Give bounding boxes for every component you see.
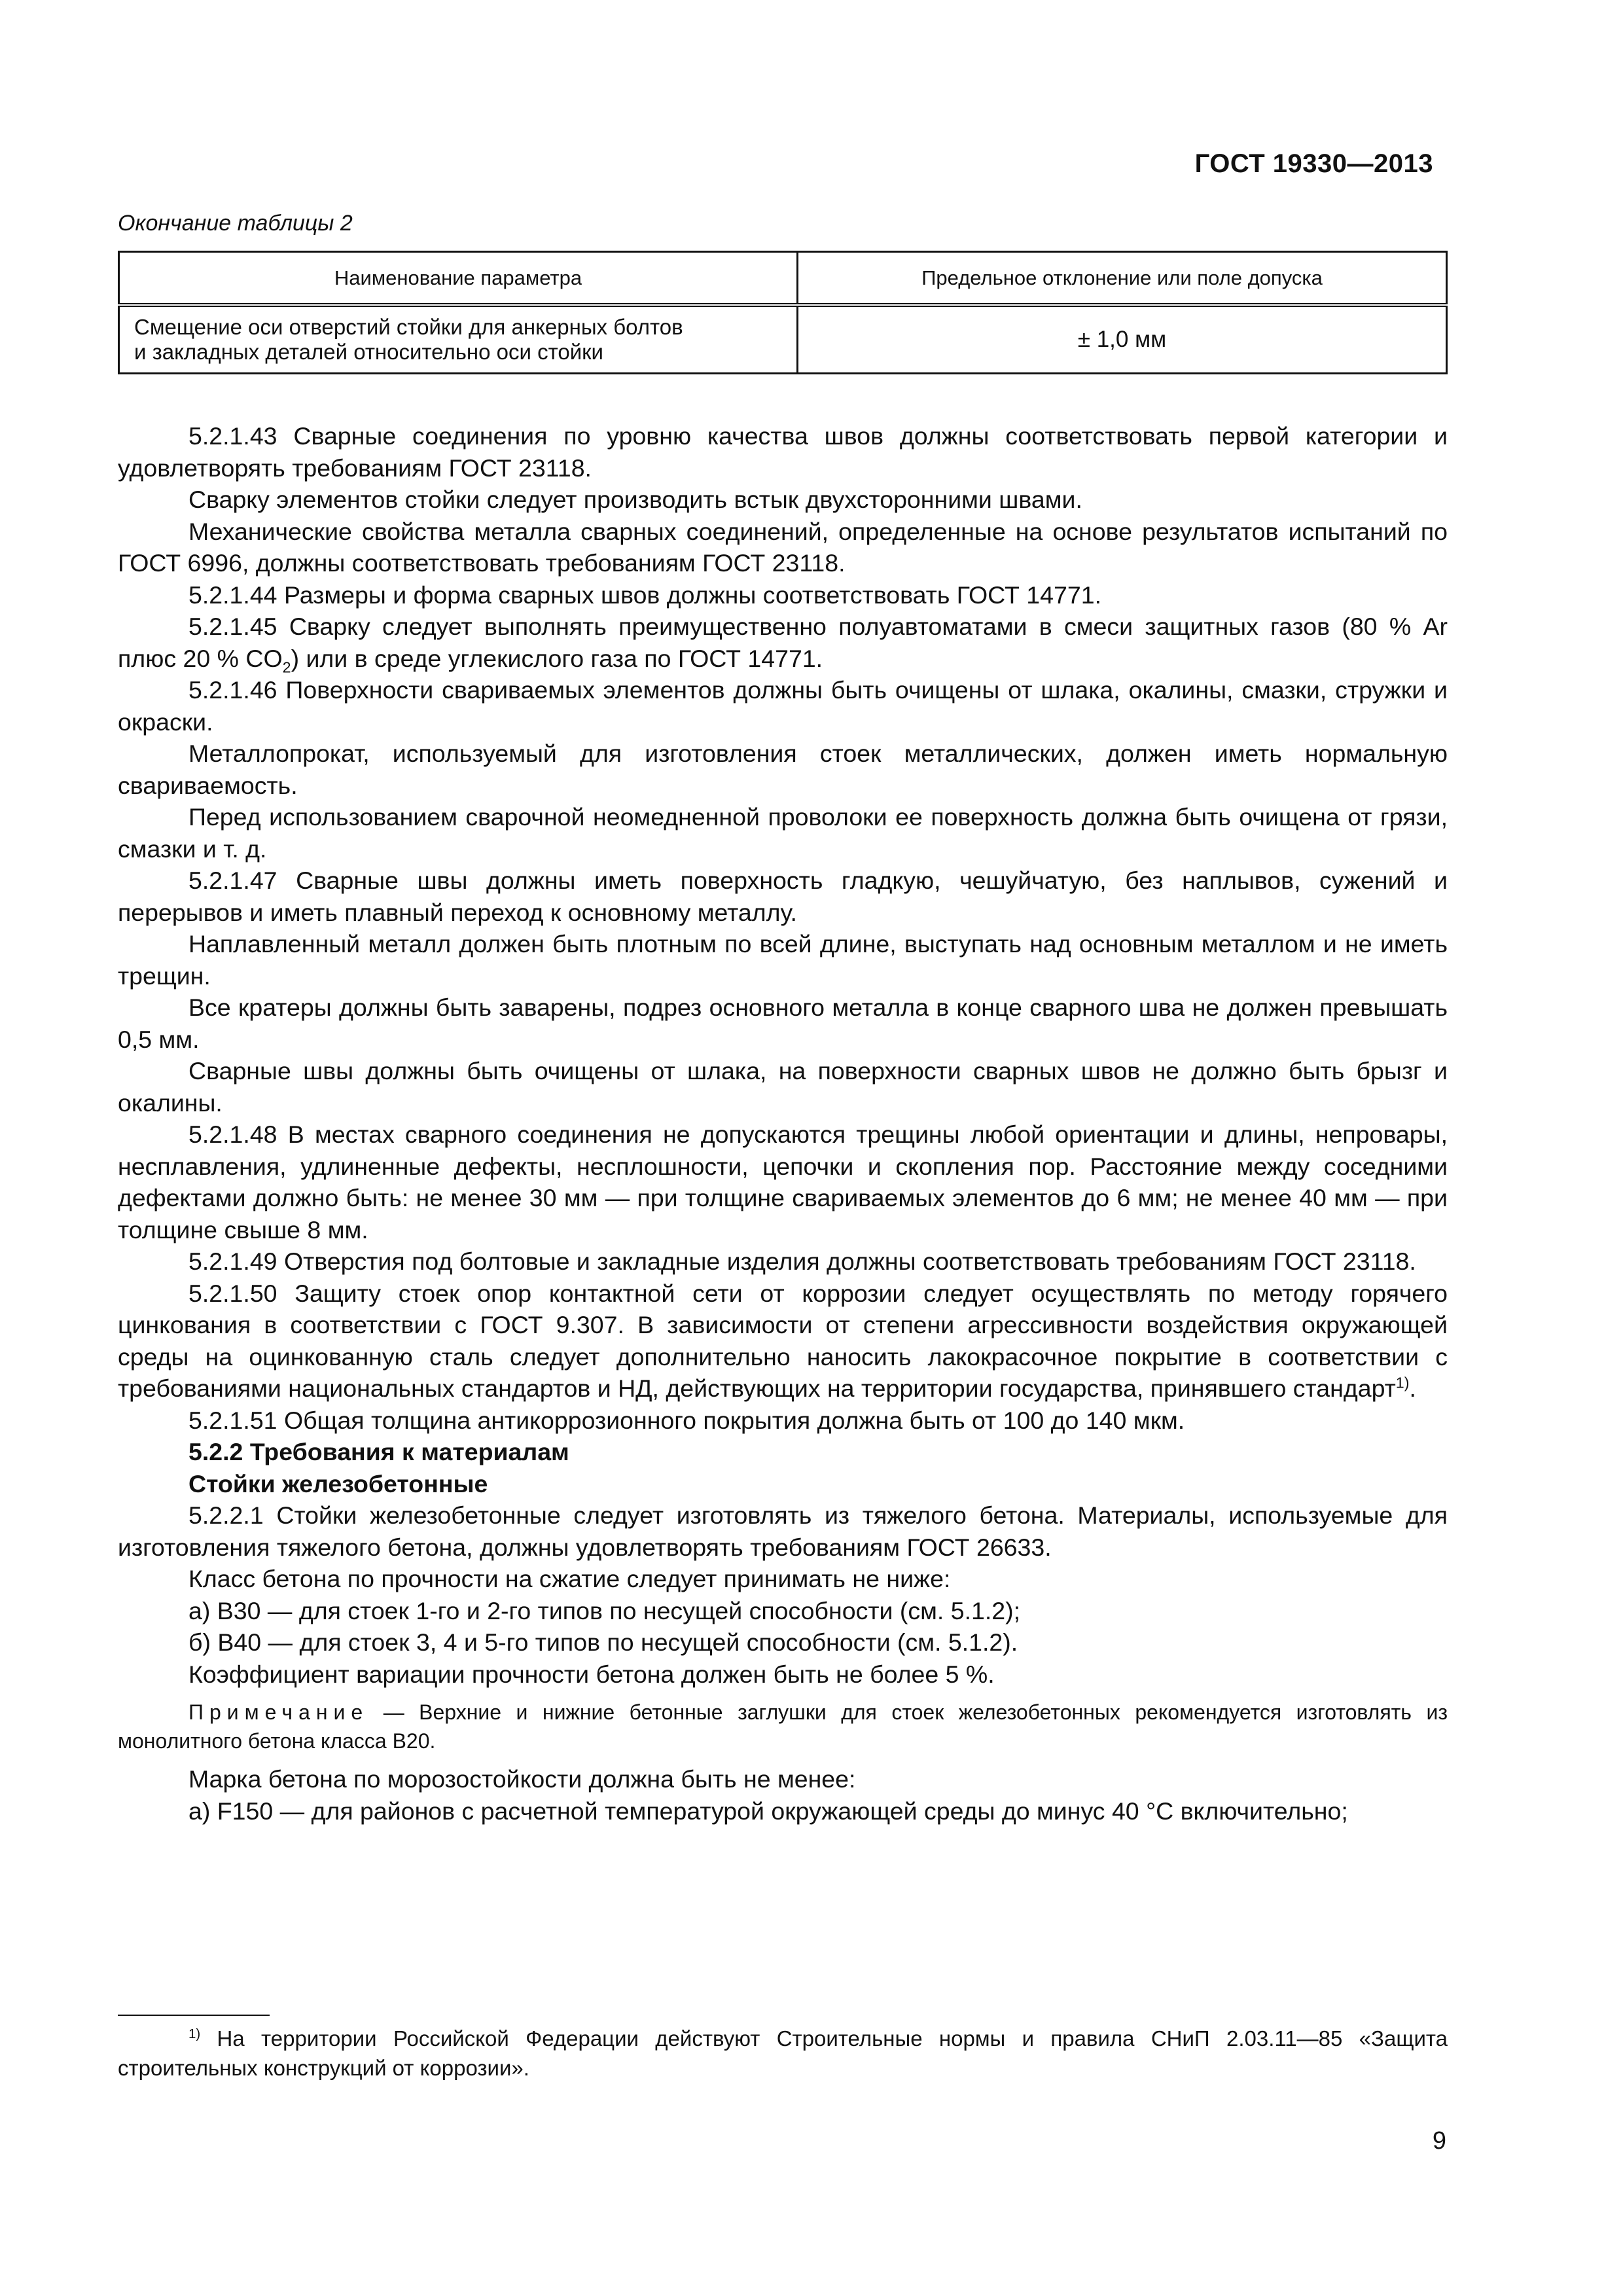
paragraph: 5.2.1.44 Размеры и форма сварных швов должны соответствовать ГОСТ 14771. bbox=[188, 581, 1102, 609]
paragraph: Марка бетона по морозостойкости должна быть не менее: bbox=[188, 1765, 856, 1793]
footnote-divider bbox=[118, 2015, 270, 2016]
subscript: 2 bbox=[282, 658, 291, 675]
param-name-line-1: Смещение оси отверстий стойки для анкерных болтов bbox=[134, 315, 683, 339]
text-segment: 5.2.1.50 Защиту стоек опор контактной сети от коррозии следует осуществлять по методу горячего цинкования в соответствии с ГОСТ 9.307. В зависимости от степени агрессивности воздействия окружающей среды на оцинкованную сталь следует дополнительно наносить лакокрасочное покрытие в соответствии с требованиями национальных стандартов и НД, действующих на территории государства, принявшего стандарт bbox=[118, 1279, 1448, 1402]
paragraph: 5.2.1.49 Отверстия под болтовые и закладные изделия должны соответствовать требованиям ГОСТ 23118. bbox=[188, 1247, 1416, 1275]
footnote-reference: 1) bbox=[1395, 1374, 1410, 1391]
paragraph bbox=[118, 1278, 1448, 1405]
table-row bbox=[119, 305, 1447, 374]
text-segment: . bbox=[1409, 1374, 1416, 1402]
footnote bbox=[118, 2024, 1448, 2083]
paragraph: 5.2.2.1 Стойки железобетонные следует изготовлять из тяжелого бетона. Материалы, используемые для изготовления тяжелого бетона, должны удовлетворять требованиям ГОСТ 26633. bbox=[118, 1501, 1448, 1561]
param-name-line-2: и закладных деталей относительно оси стойки bbox=[134, 340, 603, 364]
paragraph: 5.2.1.51 Общая толщина антикоррозионного покрытия должна быть от 100 до 140 мкм. bbox=[188, 1406, 1185, 1434]
footnote-mark: 1) bbox=[188, 2026, 201, 2041]
note bbox=[118, 1698, 1448, 1755]
text-segment: 5.2.1.45 Сварку следует выполнять преимущественно полуавтоматами в смеси защитных газов (80 % Ar плюс 20 % CO bbox=[118, 613, 1448, 672]
paragraph: Перед использованием сварочной неомедненной проволоки ее поверхность должна быть очищена от грязи, смазки и т. д. bbox=[118, 803, 1448, 863]
col-header-parameter: Наименование параметра bbox=[119, 252, 798, 306]
paragraph: Металлопрокат, используемый для изготовления стоек металлических, должен иметь нормальную свариваемость. bbox=[118, 740, 1448, 799]
document-body bbox=[118, 420, 1448, 1827]
paragraph: Коэффициент вариации прочности бетона должен быть не более 5 %. bbox=[188, 1660, 995, 1688]
parameters-table bbox=[118, 251, 1448, 374]
note-label: Примечание bbox=[188, 1700, 369, 1724]
table-caption: Окончание таблицы 2 bbox=[118, 211, 353, 236]
paragraph: 5.2.1.43 Сварные соединения по уровню качества швов должны соответствовать первой категории и удовлетворять требованиям ГОСТ 23118. bbox=[118, 422, 1448, 482]
text-segment: ) или в среде углекислого газа по ГОСТ 14771. bbox=[291, 644, 823, 672]
param-value-cell: ± 1,0 мм bbox=[798, 305, 1447, 374]
paragraph: Сварку элементов стойки следует производить встык двухсторонними швами. bbox=[188, 486, 1082, 513]
col-header-tolerance: Предельное отклонение или поле допуска bbox=[798, 252, 1447, 306]
section-heading: 5.2.2 Требования к материалам bbox=[188, 1438, 569, 1465]
paragraph: Все кратеры должны быть заварены, подрез основного металла в конце сварного шва не должен превышать 0,5 мм. bbox=[118, 994, 1448, 1053]
param-name-cell bbox=[119, 305, 798, 374]
subsection-heading: Стойки железобетонные bbox=[188, 1469, 488, 1498]
paragraph: Сварные швы должны быть очищены от шлака, на поверхности сварных швов не должно быть брызг и окалины. bbox=[118, 1057, 1448, 1117]
paragraph: 5.2.1.48 В местах сварного соединения не допускаются трещины любой ориентации и длины, непровары, несплавления, удлиненные дефекты, несплошности, цепочки и скопления пор. Расстояние между соседними дефектами должно быть: не менее 30 мм — при толщине свариваемых элементов до 6 мм; не менее 40 мм — при толщине свыше 8 мм. bbox=[118, 1121, 1448, 1244]
page-number: 9 bbox=[1432, 2127, 1446, 2155]
list-item: а) В30 — для стоек 1-го и 2-го типов по несущей способности (см. 5.1.2); bbox=[188, 1596, 1021, 1624]
paragraph: Класс бетона по прочности на сжатие следует принимать не ниже: bbox=[188, 1565, 951, 1592]
paragraph: 5.2.1.46 Поверхности свариваемых элементов должны быть очищены от шлака, окалины, смазки, стружки и окраски. bbox=[118, 676, 1448, 736]
standard-designation: ГОСТ 19330—2013 bbox=[1194, 149, 1433, 178]
paragraph: Механические свойства металла сварных соединений, определенные на основе результатов испытаний по ГОСТ 6996, должны соответствовать требованиям ГОСТ 23118. bbox=[118, 517, 1448, 577]
list-item: б) В40 — для стоек 3, 4 и 5-го типов по несущей способности (см. 5.1.2). bbox=[188, 1628, 1018, 1656]
table-header-row bbox=[119, 252, 1447, 306]
footnote-text: На территории Российской Федерации действуют Строительные нормы и правила СНиП 2.03.11—85 «Защита строительных конструкций от коррозии». bbox=[118, 2026, 1448, 2080]
list-item: а) F150 — для районов с расчетной температурой окружающей среды до минус 40 °С включительно; bbox=[188, 1797, 1348, 1825]
paragraph: 5.2.1.47 Сварные швы должны иметь поверхность гладкую, чешуйчатую, без наплывов, сужений и перерывов и иметь плавный переход к основному металлу. bbox=[118, 867, 1448, 926]
note-text: — Верхние и нижние бетонные заглушки для стоек железобетонных рекомендуется изготовлять из монолитного бетона класса В20. bbox=[118, 1700, 1448, 1753]
paragraph bbox=[118, 611, 1448, 674]
paragraph: Наплавленный металл должен быть плотным по всей длине, выступать над основным металлом и не иметь трещин. bbox=[118, 930, 1448, 990]
